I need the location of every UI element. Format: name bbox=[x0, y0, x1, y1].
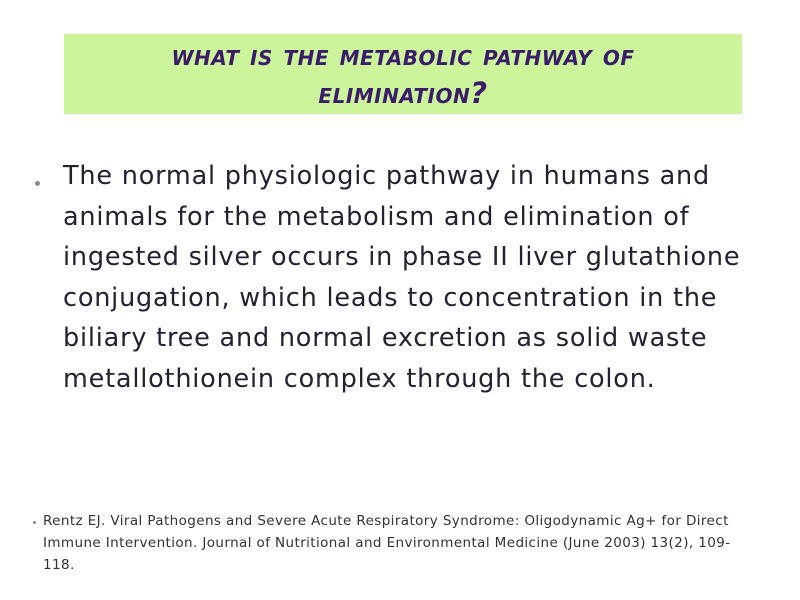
bullet-dot-icon bbox=[35, 181, 40, 186]
main-bullet-item bbox=[30, 156, 770, 399]
reference-item bbox=[30, 510, 770, 576]
title-banner bbox=[64, 34, 742, 114]
main-bullet-list bbox=[30, 156, 770, 399]
slide-title: what is the metabolic pathway of elimination? bbox=[171, 38, 635, 110]
reference-citation: Rentz EJ. Viral Pathogens and Severe Acute Respiratory Syndrome: Oligodynamic Ag+ for Direct Immune Intervention. Journal of Nutritional and Environmental Medicine (June 2003) 13(2), 109-118. bbox=[43, 513, 731, 573]
main-bullet-text: The normal physiologic pathway in humans and animals for the metabolism and elimination of ingested silver occurs in phase II liver glutathione conjugation, which leads to concentration in the biliary tree and normal excretion as solid waste metallothionein complex through the colon. bbox=[63, 161, 741, 394]
reference-bullet-icon bbox=[33, 521, 36, 524]
reference-list bbox=[30, 510, 770, 576]
